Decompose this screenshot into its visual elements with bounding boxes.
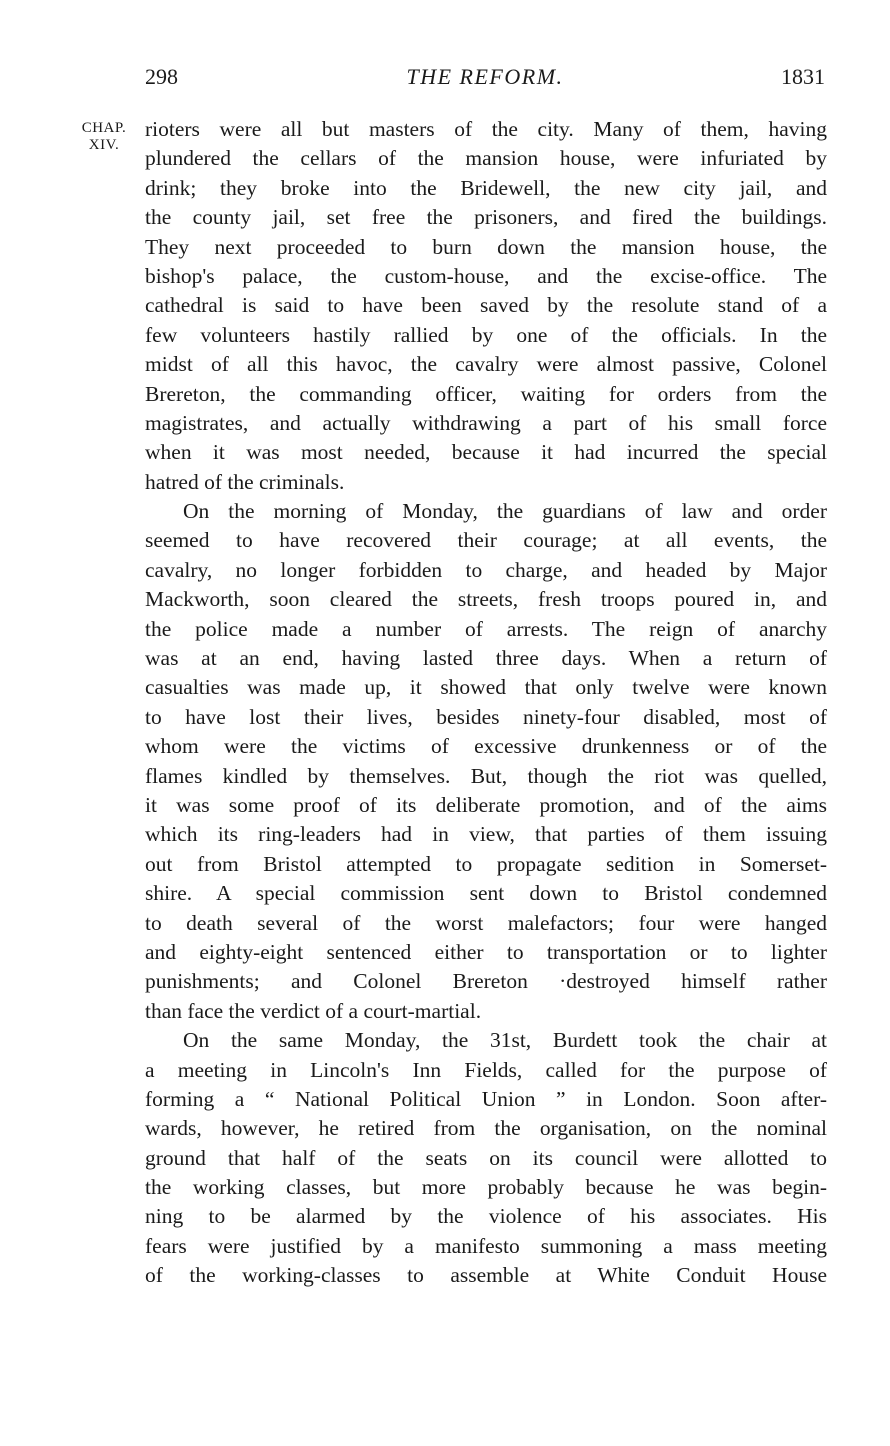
- text-line: On the same Monday, the 31st, Burdett took the chair at: [183, 1028, 827, 1053]
- text-line: the working classes, but more probably because he was begin-: [145, 1175, 827, 1200]
- text-line: it was some proof of its deliberate promotion, and of the aims: [145, 792, 827, 817]
- text-line: hatred of the criminals.: [145, 469, 345, 494]
- text-line: casualties was made up, it showed that only twelve were known: [145, 675, 827, 700]
- margin-note-chap: CHAP.: [81, 120, 127, 136]
- text-line: wards, however, he retired from the organisation, on the nominal: [145, 1116, 827, 1141]
- text-line: was at an end, having lasted three days. When a return of: [145, 646, 827, 671]
- text-line: Mackworth, soon cleared the streets, fresh troops poured in, and: [145, 587, 827, 612]
- text-line: Brereton, the commanding officer, waiting for orders from the: [145, 381, 827, 406]
- paragraph: [145, 497, 827, 1026]
- text-line: to have lost their lives, besides ninety-four disabled, most of: [145, 704, 827, 729]
- text-line: than face the verdict of a court-martial.: [145, 998, 482, 1023]
- text-line: rioters were all but masters of the city. Many of them, having: [145, 117, 827, 141]
- text-line: the police made a number of arrests. The reign of anarchy: [145, 616, 827, 641]
- text-line: seemed to have recovered their courage; at all events, the: [145, 528, 827, 553]
- text-line: whom were the victims of excessive drunkenness or of the: [145, 734, 827, 759]
- text-line: punishments; and Colonel Brereton ·destroyed himself rather: [145, 969, 827, 994]
- text-line: ground that half of the seats on its council were allotted to: [145, 1145, 827, 1170]
- text-line: They next proceeded to burn down the mansion house, the: [145, 234, 827, 259]
- text-line: few volunteers hastily rallied by one of the officials. In the: [145, 322, 827, 347]
- text-line: forming a “ National Political Union ” in London. Soon after-: [145, 1086, 827, 1111]
- text-line: drink; they broke into the Bridewell, the new city jail, and: [145, 175, 827, 200]
- paragraph: [145, 115, 827, 497]
- text-line: out from Bristol attempted to propagate sedition in Somerset-: [145, 851, 827, 876]
- text-line: bishop's palace, the custom-house, and the excise-office. The: [145, 263, 827, 288]
- text-line: of the working-classes to assemble at White Conduit House: [145, 1263, 827, 1288]
- text-line: cathedral is said to have been saved by the resolute stand of a: [145, 293, 827, 318]
- text-line: and eighty-eight sentenced either to transportation or to lighter: [145, 939, 827, 964]
- text-line: to death several of the worst malefactors; four were hanged: [145, 910, 827, 935]
- text-line: magistrates, and actually withdrawing a part of his small force: [145, 410, 827, 435]
- body-text: [145, 115, 827, 1291]
- header-year: 1831: [781, 64, 825, 89]
- text-line: cavalry, no longer forbidden to charge, and headed by Major: [145, 557, 827, 582]
- paragraph: [145, 1026, 827, 1291]
- text-line: fears were justified by a manifesto summoning a mass meeting: [145, 1233, 827, 1258]
- margin-note-number: XIV.: [88, 137, 120, 153]
- text-line: which its ring-leaders had in view, that parties of them issuing: [145, 822, 827, 847]
- page-number: 298: [145, 64, 178, 89]
- text-line: a meeting in Lincoln's Inn Fields, called for the purpose of: [145, 1057, 827, 1082]
- text-line: the county jail, set free the prisoners, and fired the buildings.: [145, 205, 827, 230]
- text-line: flames kindled by themselves. But, though the riot was quelled,: [145, 763, 827, 788]
- text-line: ning to be alarmed by the violence of his associates. His: [145, 1204, 827, 1229]
- running-title: THE REFORM.: [406, 64, 564, 89]
- text-line: shire. A special commission sent down to Bristol condemned: [145, 881, 827, 906]
- text-line: midst of all this havoc, the cavalry were almost passive, Colonel: [145, 352, 827, 377]
- text-line: when it was most needed, because it had incurred the special: [145, 440, 827, 465]
- text-line: On the morning of Monday, the guardians of law and order: [183, 499, 827, 524]
- running-header: [145, 64, 825, 94]
- text-line: plundered the cellars of the mansion house, were infuriated by: [145, 146, 827, 171]
- chapter-margin-note: [64, 120, 144, 154]
